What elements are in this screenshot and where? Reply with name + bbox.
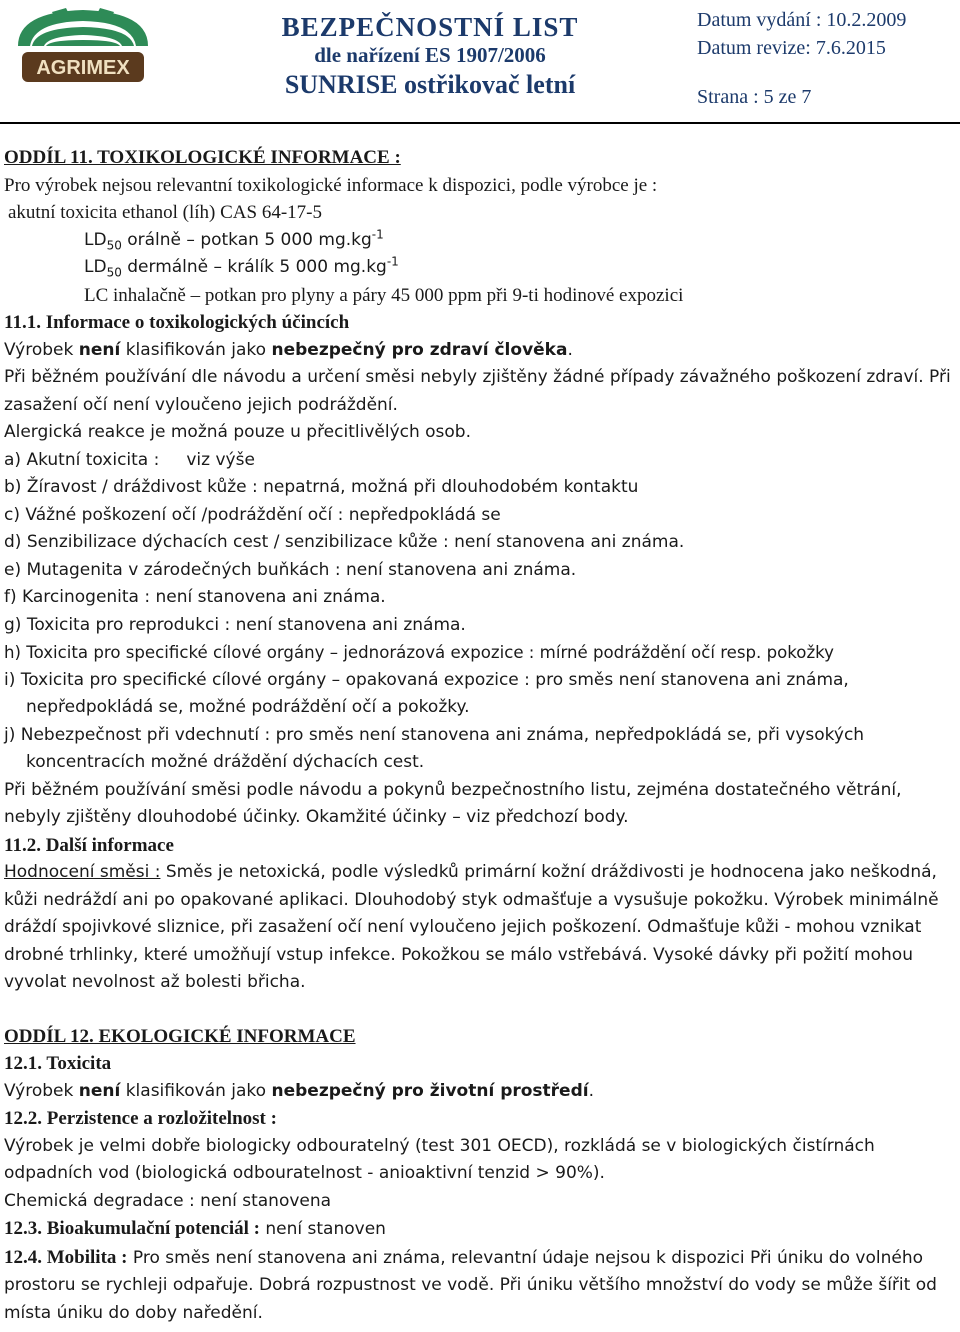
issue-date: Datum vydání : 10.2.2009 bbox=[697, 9, 907, 31]
subsection-12-1: 12.1. Toxicita bbox=[4, 1053, 112, 1074]
s11-acute: akutní toxicita ethanol (líh) CAS 64-17-5 bbox=[8, 202, 322, 223]
evaluation-label: Hodnocení směsi : bbox=[4, 862, 161, 882]
section-11-heading: ODDÍL 11. TOXIKOLOGICKÉ INFORMACE : bbox=[4, 147, 401, 168]
s11-intro: Pro výrobek nejsou relevantní toxikologické informace k dispozici, podle výrobce je : bbox=[4, 174, 658, 196]
lc-inhal: LC inhalačně – potkan pro plyny a páry 45 000 ppm při 9-ti hodinové expozici bbox=[84, 284, 684, 306]
item-c: c) Vážné poškození očí /podráždění očí : nepředpokládá se bbox=[4, 504, 501, 525]
header-dates bbox=[697, 6, 906, 62]
item-d: d) Senzibilizace dýchacích cest / senzibilizace kůže : není stanovena ani známa. bbox=[4, 532, 685, 552]
subsection-11-2: 11.2. Další informace bbox=[4, 834, 174, 856]
item-j-line2: koncentracích možné dráždění dýchacích cest. bbox=[26, 752, 425, 772]
subsection-12-4: 12.4. Mobilita : Pro směs není stanovena ani známa, relevantní údaje nejsou k dispozici Při úniku do volného prostoru se rychleji odpařuje. Dobrá rozpustnost ve vodě. Při úniku většího množství do vody se může šířit od místa úniku do doby naředění. bbox=[4, 1246, 937, 1323]
s11-p2: Alergická reakce je možná pouze u přecitlivělých osob. bbox=[4, 422, 472, 442]
page-number: Strana : 5 ze 7 bbox=[697, 86, 812, 108]
s11-classification: Výrobek není klasifikován jako nebezpečný pro zdraví člověka. bbox=[4, 339, 573, 360]
ld50-dermal: $LD_{50}$ dermálně – králík 5 000 $mg.kg^{-1}$ bbox=[84, 254, 399, 280]
subsection-11-1: 11.1. Informace o toxikologických účincích bbox=[4, 312, 350, 333]
item-f: f) Karcinogenita : není stanovena ani známa. bbox=[4, 587, 386, 607]
logo-text: AGRIMEX bbox=[36, 57, 130, 79]
section-gap bbox=[4, 997, 958, 1023]
item-e: e) Mutagenita v zárodečných buňkách : není stanovena ani známa. bbox=[4, 559, 577, 580]
document-body bbox=[4, 144, 958, 1327]
header-divider bbox=[0, 122, 960, 124]
section-12-heading: ODDÍL 12. EKOLOGICKÉ INFORMACE bbox=[4, 1025, 356, 1047]
agrimex-logo bbox=[8, 6, 158, 88]
subsection-12-2: 12.2. Perzistence a rozložitelnost : bbox=[4, 1108, 277, 1129]
item-a: a) Akutní toxicita : viz výše bbox=[4, 449, 255, 470]
item-h: h) Toxicita pro specifické cílové orgány – jednorázová expozice : mírné podráždění očí resp. pokožky bbox=[4, 643, 835, 662]
s11-evaluation: Hodnocení směsi : Směs je netoxická, podle výsledků primární kožní dráždivosti je hodnocena jako neškodná, kůži nedráždí ani po opakované aplikaci. Dlouhodobý styk odmašťuje a vysušuje pokožku. Výrobek minimálně dráždí spojivkové sliznice, při zasažení očí není vyloučeno jejich poškození. Odmašťuje kůži - mohou vznikat drobné trhlinky, které umožňují vstup infekce. Pokožkou se málo vstřebává. Vysoké dávky při požití mohou vyvolat nevolnost až bolesti břicha. bbox=[4, 862, 939, 992]
item-i-line1: i) Toxicita pro specifické cílové orgány – opakovaná expozice : pro směs není stanovena ani známa, bbox=[4, 669, 849, 690]
item-i-line2: nepředpokládá se, možné podráždění očí a pokožky. bbox=[26, 697, 470, 717]
item-j-line1: j) Nebezpečnost při vdechnutí : pro směs není stanovena ani známa, nepředpokládá se, při vysokých bbox=[4, 724, 865, 745]
document-header bbox=[0, 0, 960, 125]
item-b: b) Žíravost / dráždivost kůže : nepatrná, možná při dlouhodobém kontaktu bbox=[4, 477, 639, 497]
s12-chem-degradation: Chemická degradace : není stanovena bbox=[4, 1190, 332, 1211]
revision-date: Datum revize: 7.6.2015 bbox=[697, 37, 886, 59]
document-title: BEZPEČNOSTNÍ LIST bbox=[281, 12, 579, 42]
item-g: g) Toxicita pro reprodukci : není stanovena ani známa. bbox=[4, 614, 466, 635]
s12-classification: Výrobek není klasifikován jako nebezpečný pro životní prostředí. bbox=[4, 1080, 594, 1101]
s12-persistence: Výrobek je velmi dobře biologicky odbouratelný (test 301 OECD), rozkládá se v biologických čistírnách odpadních vod (biologická odbouratelnost - anioaktivní tenzid > 90%). bbox=[4, 1135, 875, 1183]
header-center bbox=[220, 12, 640, 102]
regulation: dle nařízení ES 1907/2006 bbox=[314, 43, 546, 67]
s11-p1: Při běžném používání dle návodu a určení směsi nebyly zjištěny žádné případy závažného poškození zdraví. Při zasažení očí není vyloučeno jejich podráždění. bbox=[4, 367, 951, 415]
subsection-12-3: 12.3. Bioakumulační potenciál : není stanoven bbox=[4, 1218, 386, 1239]
ld50-oral: $LD_{50}$ orálně – potkan 5 000 $mg.kg^{-1}$ bbox=[84, 226, 384, 252]
s11-p3: Při běžném používání směsi podle návodu a pokynů bezpečnostního listu, zejména dostatečného větrání, nebyly zjištěny dlouhodobé účinky. Okamžité účinky – viz předchozí body. bbox=[4, 779, 902, 827]
product-name: SUNRISE ostřikovač letní bbox=[284, 70, 576, 99]
